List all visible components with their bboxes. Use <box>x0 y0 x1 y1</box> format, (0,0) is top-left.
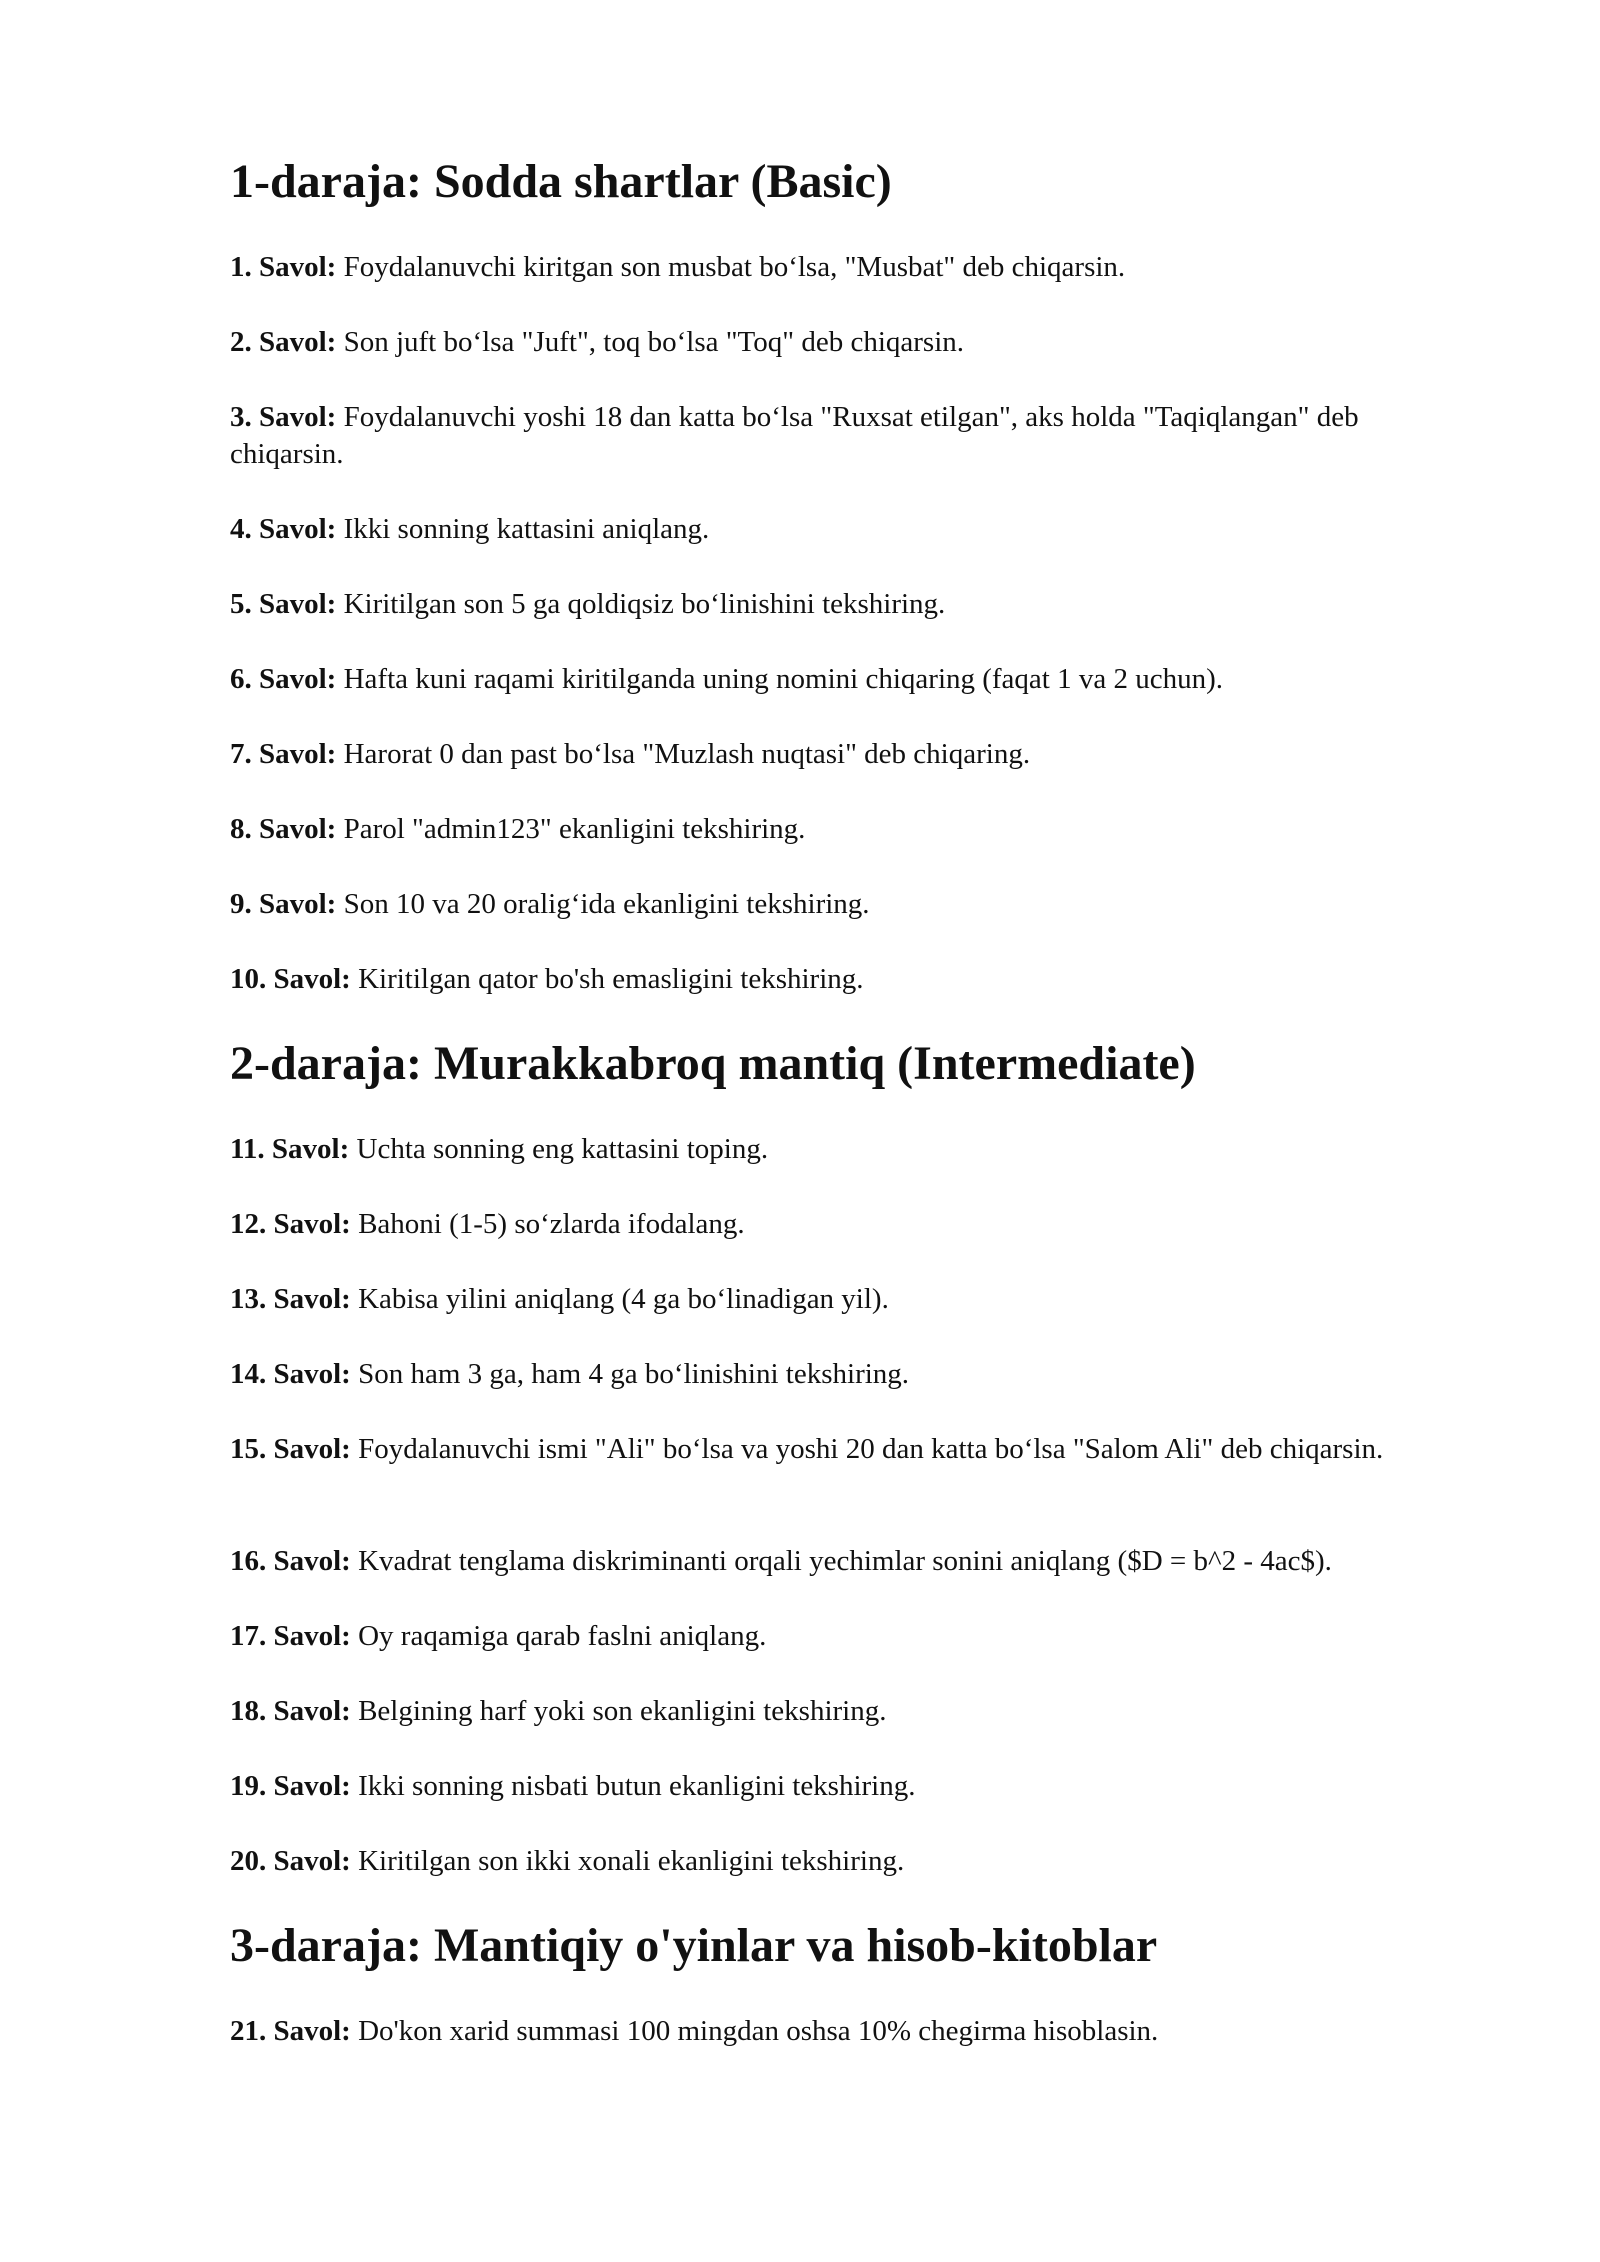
question-item <box>230 1131 768 1168</box>
question-text: Kvadrat tenglama diskriminanti orqali yechimlar sonini aniqlang ($D = b^2 - 4ac$). <box>358 1545 1332 1577</box>
question-text: Ikki sonning nisbati butun ekanligini tekshiring. <box>358 1770 916 1802</box>
question-item <box>230 736 1030 773</box>
question-item <box>230 661 1223 698</box>
question-text: Kiritilgan son ikki xonali ekanligini tekshiring. <box>358 1845 905 1877</box>
question-item <box>230 511 709 548</box>
question-label: 3. Savol: <box>230 401 337 433</box>
question-text: Son ham 3 ga, ham 4 ga bo‘linishini tekshiring. <box>358 1358 910 1390</box>
question-label: 13. Savol: <box>230 1283 351 1315</box>
question-text: Belgining harf yoki son ekanligini tekshiring. <box>358 1695 887 1727</box>
question-text: Son 10 va 20 oralig‘ida ekanligini tekshiring. <box>343 888 870 920</box>
question-item <box>230 2013 1158 2050</box>
question-label: 2. Savol: <box>230 326 337 358</box>
question-item <box>230 1618 766 1655</box>
question-label: 20. Savol: <box>230 1845 351 1877</box>
question-label: 10. Savol: <box>230 963 351 995</box>
question-label: 8. Savol: <box>230 813 337 845</box>
question-text: Foydalanuvchi yoshi 18 dan katta bo‘lsa "Ruxsat etilgan", aks holda "Taqiqlangan" deb chiqarsin. <box>230 401 1359 470</box>
question-label: 21. Savol: <box>230 2015 351 2047</box>
question-text: Kiritilgan qator bo'sh emasligini tekshiring. <box>358 963 864 995</box>
question-item <box>230 1281 889 1318</box>
question-item <box>230 249 1125 286</box>
question-text: Foydalanuvchi ismi "Ali" bo‘lsa va yoshi 20 dan katta bo‘lsa "Salom Ali" deb chiqarsin. <box>358 1433 1384 1465</box>
question-text: Kabisa yilini aniqlang (4 ga bo‘linadigan yil). <box>358 1283 889 1315</box>
question-text: Uchta sonning eng kattasini toping. <box>356 1133 769 1165</box>
question-text: Son juft bo‘lsa "Juft", toq bo‘lsa "Toq" deb chiqarsin. <box>343 326 965 358</box>
question-text: Oy raqamiga qarab faslni aniqlang. <box>358 1620 767 1652</box>
question-item <box>230 1843 904 1880</box>
question-label: 11. Savol: <box>230 1133 350 1165</box>
question-label: 15. Savol: <box>230 1433 351 1465</box>
question-label: 4. Savol: <box>230 513 337 545</box>
question-label: 18. Savol: <box>230 1695 351 1727</box>
question-label: 16. Savol: <box>230 1545 351 1577</box>
question-label: 9. Savol: <box>230 888 337 920</box>
question-item <box>230 586 945 623</box>
question-item <box>230 324 964 361</box>
question-label: 14. Savol: <box>230 1358 351 1390</box>
question-label: 6. Savol: <box>230 663 337 695</box>
question-label: 17. Savol: <box>230 1620 351 1652</box>
section-heading: 1-daraja: Sodda shartlar (Basic) <box>230 155 892 208</box>
question-item <box>230 399 1470 473</box>
question-item <box>230 886 870 923</box>
question-text: Hafta kuni raqami kiritilganda uning nomini chiqaring (faqat 1 va 2 uchun). <box>343 663 1224 695</box>
question-item <box>230 1768 916 1805</box>
question-label: 7. Savol: <box>230 738 337 770</box>
question-text: Parol "admin123" ekanligini tekshiring. <box>343 813 806 845</box>
question-item <box>230 811 805 848</box>
question-text: Ikki sonning kattasini aniqlang. <box>343 513 710 545</box>
question-text: Harorat 0 dan past bo‘lsa "Muzlash nuqtasi" deb chiqaring. <box>343 738 1031 770</box>
section-heading: 2-daraja: Murakkabroq mantiq (Intermediate) <box>230 1037 1196 1090</box>
question-label: 5. Savol: <box>230 588 337 620</box>
question-text: Foydalanuvchi kiritgan son musbat bo‘lsa, "Musbat" deb chiqarsin. <box>343 251 1126 283</box>
section-heading: 3-daraja: Mantiqiy o'yinlar va hisob-kitoblar <box>230 1919 1158 1972</box>
question-label: 12. Savol: <box>230 1208 351 1240</box>
question-text: Bahoni (1-5) so‘zlarda ifodalang. <box>358 1208 745 1240</box>
question-text: Kiritilgan son 5 ga qoldiqsiz bo‘linishini tekshiring. <box>343 588 946 620</box>
question-item <box>230 1693 886 1730</box>
question-item <box>230 1543 1332 1580</box>
question-text: Do'kon xarid summasi 100 mingdan oshsa 10% chegirma hisoblasin. <box>358 2015 1159 2047</box>
question-label: 1. Savol: <box>230 251 337 283</box>
question-item <box>230 961 864 998</box>
question-label: 19. Savol: <box>230 1770 351 1802</box>
question-item <box>230 1431 1410 1468</box>
question-item <box>230 1356 909 1393</box>
question-item <box>230 1206 745 1243</box>
